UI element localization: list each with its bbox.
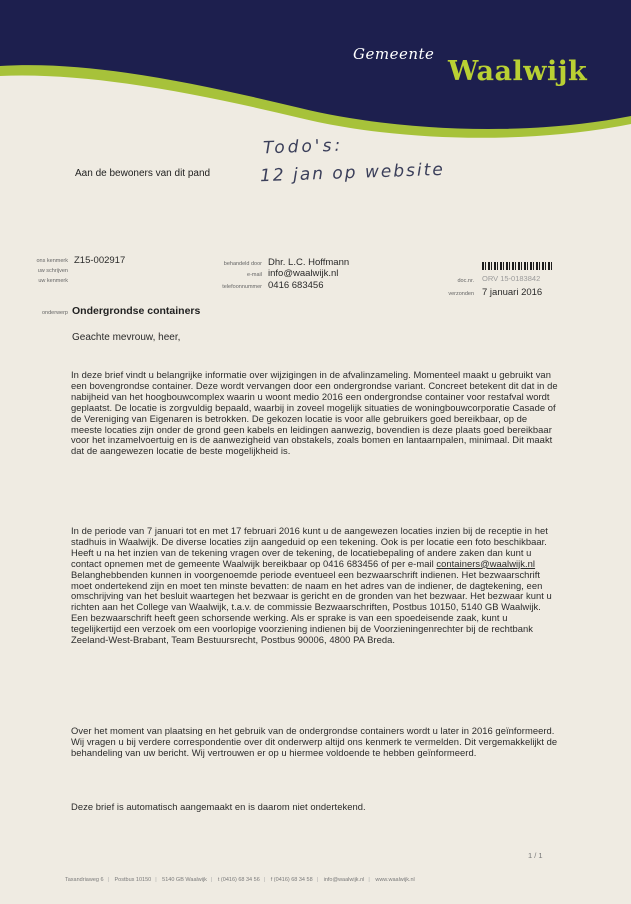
- docnr-label: doc.nr.: [457, 278, 474, 284]
- footer-separator: |: [107, 877, 109, 883]
- footer-separator: |: [368, 877, 370, 883]
- paragraph-2: [71, 526, 559, 646]
- footer-contact-line: [65, 877, 419, 883]
- document-barcode: [482, 262, 554, 270]
- footer-telefoon: t (0416) 68 34 56: [217, 877, 260, 883]
- behandeld-door-label: behandeld door: [223, 261, 262, 267]
- footer-separator: |: [155, 877, 157, 883]
- logo-waalwijk-text: Waalwijk: [448, 56, 588, 87]
- footer-email: info@waalwijk.nl: [323, 877, 365, 883]
- footer-separator: |: [210, 877, 213, 883]
- footer-separator: |: [316, 877, 319, 883]
- handwritten-note-line1: Todo's:: [262, 135, 344, 159]
- containers-email-link[interactable]: containers@waalwijk.nl: [436, 557, 536, 569]
- docnr-value: ORV 15-0183842: [482, 274, 541, 283]
- uw-schrijven-label: uw schrijven: [37, 268, 68, 274]
- page-number: 1 / 1: [528, 851, 543, 860]
- email-label: e-mail: [247, 272, 262, 278]
- telefoon-label: telefoonnummer: [222, 284, 262, 290]
- footer-website: www.waalwijk.nl: [375, 877, 415, 883]
- ons-kenmerk-value: Z15-002917: [74, 255, 126, 266]
- closing-note: Deze brief is automatisch aangemaakt en is daarom niet ondertekend.: [71, 801, 366, 812]
- footer-postcode: 5140 GB Waalwijk: [162, 877, 207, 883]
- footer-postbus: Postbus 10150: [114, 877, 152, 883]
- onderwerp-label: onderwerp: [42, 310, 68, 316]
- uw-kenmerk-label: uw kenmerk: [38, 278, 68, 284]
- recipient-line: Aan de bewoners van dit pand: [75, 168, 211, 179]
- paragraph-2-rest: Belanghebbenden kunnen in voorgenoemde periode eventueel een bezwaarschrift indienen. Het bezwaarschrift moet ondertekend zijn en moet ten minste bevatten: de naam en het adres van de indiener, de dagtekening, een omschrijving van het besluit waartegen het bezwaar is gericht en de gronden van het bezwaar. Het bezwaar kunt u richten aan het College van Waalwijk, t.a.v. de commissie Bezwaarschriften, Postbus 10150, 5140 GB Waalwijk. Een bezwaarschrift heeft geen schorsende werking. Als er sprake is van een spoedeisende zaak, kunt u tegelijkertijd een verzoek om een voorlopige voorziening indienen bij de Voorzieningenrechter bij de rechtbank Zeeland-West-Brabant, Team Bestuursrecht, Postbus 90006, 4800 PA Breda.: [71, 568, 552, 646]
- paragraph-2-intro: In de periode van 7 januari tot en met 17 februari 2016 kunt u de aangewezen locaties inzien bij de receptie in het stadhuis in Waalwijk. De diverse locaties zijn aangeduid op een tekening. Ook is per locatie een foto beschikbaar. Heeft u na het inzien van de tekening vragen over de tekening, de locatiebepaling of andere zaken dan kunt u contact opnemen met de gemeente Waalwijk bereikbaar op 0416 683456 of per e-mail: [71, 525, 548, 569]
- email-value: info@waalwijk.nl: [268, 268, 339, 279]
- paragraph-1: In deze brief vindt u belangrijke informatie over wijzigingen in de afvalinzameling. Momenteel maakt u gebruikt van een bovengrondse container. Deze wordt vervangen door een ondergrondse variant. Concreet betekent dit dat in de nabijheid van het hoogbouwcomplex waarin u woont medio 2016 een ondergrondse container voor restafval wordt geplaatst. De locatie is zorgvuldig bepaald, waarbij in zoveel mogelijk situaties de woningbouwcorporatie Casade of de Vereniging van Eigenaren is betrokken. De gekozen locatie is voor alle gebruikers goed bereikbaar, op de meeste locaties zijn onder de grond geen kabels en leidingen aanwezig, bovendien is deze plaats goed bereikbaar voor het inzamelvoertuig en is de aanwezigheid van obstakels, zoals bomen en lantaarnpalen, minimaal. Dit maakt dat de aangewezen locatie de beste mogelijkheid is.: [71, 369, 558, 457]
- subject-heading: Ondergrondse containers: [72, 305, 201, 317]
- salutation: Geachte mevrouw, heer,: [72, 332, 181, 343]
- handwritten-note-line2: 12 jan op website: [259, 159, 446, 187]
- behandeld-door-value: Dhr. L.C. Hoffmann: [268, 257, 350, 268]
- ons-kenmerk-label: ons kenmerk: [36, 258, 68, 264]
- footer-fax: f (0416) 68 34 58: [270, 877, 313, 883]
- paragraph-3: Over het moment van plaatsing en het gebruik van de ondergrondse containers wordt u later in 2016 geïnformeerd. Wij vragen u bij verdere correspondentie over dit onderwerp altijd ons kenmerk te vermelden. Dit vergemakkelijkt de behandeling van uw bericht. Wij vertrouwen er op u hiermee voldoende te hebben geïnformeerd.: [71, 725, 558, 758]
- logo-gemeente-text: Gemeente: [353, 45, 435, 63]
- verzonden-value: 7 januari 2016: [482, 287, 543, 298]
- footer-separator: |: [263, 877, 266, 883]
- footer-address: Taxandriaweg 6: [65, 877, 104, 883]
- telefoon-value: 0416 683456: [268, 280, 324, 291]
- verzonden-label: verzonden: [448, 291, 474, 297]
